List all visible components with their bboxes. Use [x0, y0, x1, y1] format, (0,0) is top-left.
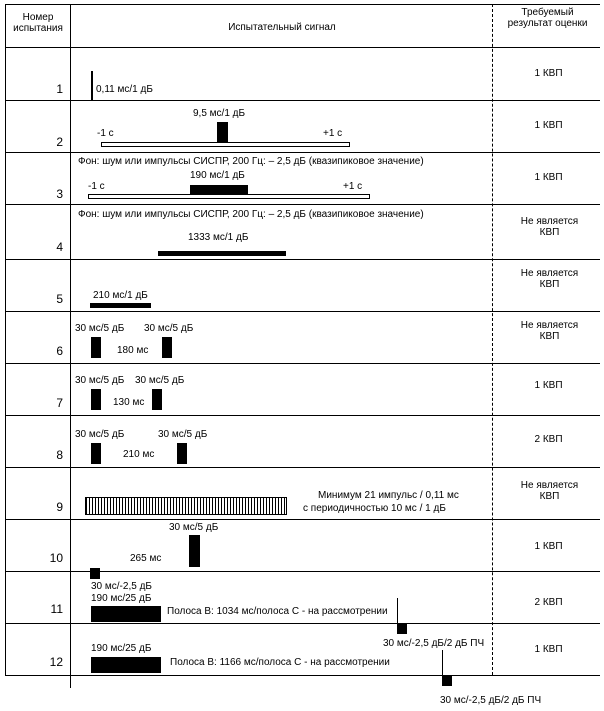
- row-border: [5, 204, 600, 205]
- row-number: 5: [56, 292, 63, 306]
- signal-label: -1 с: [97, 128, 114, 139]
- signal-label: 30 мс/5 дБ: [75, 429, 125, 440]
- interval-label: 130 мс: [113, 397, 145, 408]
- pulse-block: [177, 443, 187, 464]
- pulse-block: [91, 443, 101, 464]
- signal-label: -1 с: [88, 181, 105, 192]
- number-column-divider: [70, 4, 71, 688]
- result-text: 1 КВП: [534, 644, 563, 655]
- marker-line: [397, 598, 398, 623]
- pulse-block: [91, 657, 161, 673]
- pulse-block: [162, 337, 172, 358]
- result-text: 2 КВП: [534, 597, 563, 608]
- row-border: [5, 259, 600, 260]
- signal-label: +1 с: [323, 128, 343, 139]
- row-border: [5, 100, 600, 101]
- signal-label: Фон: шум или импульсы СИСПР, 200 Гц: – 2,5 дБ (квазипиковое значение): [78, 156, 424, 167]
- header-test-number: Номер испытания: [13, 12, 63, 34]
- result-text: 2 КВП: [534, 434, 563, 445]
- row-number: 6: [56, 344, 63, 358]
- signal-label: 210 мс/1 дБ: [93, 290, 148, 301]
- signal-label: Фон: шум или импульсы СИСПР, 200 Гц: – 2,5 дБ (квазипиковое значение): [78, 209, 424, 220]
- pulse-block: [442, 675, 452, 686]
- table-left-border: [5, 4, 6, 675]
- row-border: [5, 311, 600, 312]
- row-number: 1: [56, 82, 63, 96]
- row-number: 2: [56, 135, 63, 149]
- pulse-block: [158, 251, 286, 256]
- row-number: 10: [49, 551, 63, 565]
- signal-label: Полоса В: 1166 мс/полоса С - на рассмотрении: [170, 657, 390, 668]
- pulse-block: [90, 303, 151, 308]
- pulse-block: [397, 623, 407, 634]
- result-text: Не является КВП: [520, 216, 579, 238]
- result-column-divider: [492, 4, 493, 675]
- pulse-block: [217, 122, 228, 143]
- row-number: 12: [49, 655, 63, 669]
- result-text: 1 КВП: [534, 68, 563, 79]
- row-number: 8: [56, 448, 63, 462]
- row-border: [5, 363, 600, 364]
- header-required-result: Требуемый результат оценки: [507, 7, 588, 29]
- signal-label: 30 мс/5 дБ: [135, 375, 185, 386]
- row-number: 9: [56, 500, 63, 514]
- signal-label: 30 мс/-2,5 дБ/2 дБ ПЧ: [383, 638, 485, 649]
- signal-label: 30 мс/5 дБ: [144, 323, 194, 334]
- background-window: [88, 194, 370, 199]
- row-border: [5, 623, 600, 624]
- row-border: [5, 415, 600, 416]
- signal-label: 30 мс/-2,5 дБ/2 дБ ПЧ: [440, 695, 542, 706]
- signal-label: Полоса В: 1034 мс/полоса С - на рассмотрении: [167, 606, 388, 617]
- result-text: Не является КВП: [520, 268, 579, 290]
- header-test-signal: Испытательный сигнал: [228, 22, 336, 33]
- signal-label: 190 мс/25 дБ: [91, 593, 152, 604]
- pulse-block: [90, 568, 100, 579]
- table-bottom-border: [5, 675, 600, 676]
- interval-label: 265 мс: [130, 553, 162, 564]
- pulse-block: [152, 389, 162, 410]
- result-text: Не является КВП: [520, 480, 579, 502]
- pulse-block: [91, 337, 101, 358]
- signal-label: 30 мс/5 дБ: [158, 429, 208, 440]
- pulse-block: [91, 606, 161, 622]
- pulse-block: [91, 389, 101, 410]
- marker-line: [442, 650, 443, 675]
- pulse-block: [189, 535, 200, 567]
- signal-label: 30 мс/5 дБ: [75, 375, 125, 386]
- signal-label: 30 мс/5 дБ: [169, 522, 219, 533]
- pulse-line: [91, 71, 93, 100]
- result-text: 1 КВП: [534, 120, 563, 131]
- signal-label: 9,5 мс/1 дБ: [193, 108, 246, 119]
- signal-label: 30 мс/5 дБ: [75, 323, 125, 334]
- table-top-border: [5, 4, 600, 5]
- signal-label: 0,11 мс/1 дБ: [96, 84, 153, 95]
- row-number: 4: [56, 240, 63, 254]
- row-number: 11: [50, 602, 63, 616]
- signal-label: Минимум 21 импульс / 0,11 мс: [318, 490, 459, 501]
- interval-label: 180 мс: [117, 345, 149, 356]
- header-bottom-border: [5, 47, 600, 48]
- signal-label: 190 мс/1 дБ: [190, 170, 245, 181]
- pulse-train: [85, 497, 287, 515]
- row-border: [5, 467, 600, 468]
- result-text: Не является КВП: [520, 320, 579, 342]
- row-number: 3: [56, 187, 63, 201]
- interval-label: 210 мс: [123, 449, 155, 460]
- result-text: 1 КВП: [534, 172, 563, 183]
- result-text: 1 КВП: [534, 380, 563, 391]
- signal-label: 1333 мс/1 дБ: [188, 232, 249, 243]
- result-text: 1 КВП: [534, 541, 563, 552]
- signal-label: 190 мс/25 дБ: [91, 643, 152, 654]
- signal-label: с периодичностью 10 мс / 1 дБ: [303, 503, 446, 514]
- signal-label: +1 с: [343, 181, 363, 192]
- signal-label: 30 мс/-2,5 дБ: [91, 581, 152, 592]
- row-border: [5, 152, 600, 153]
- row-border: [5, 519, 600, 520]
- row-number: 7: [56, 396, 63, 410]
- background-window: [101, 142, 350, 147]
